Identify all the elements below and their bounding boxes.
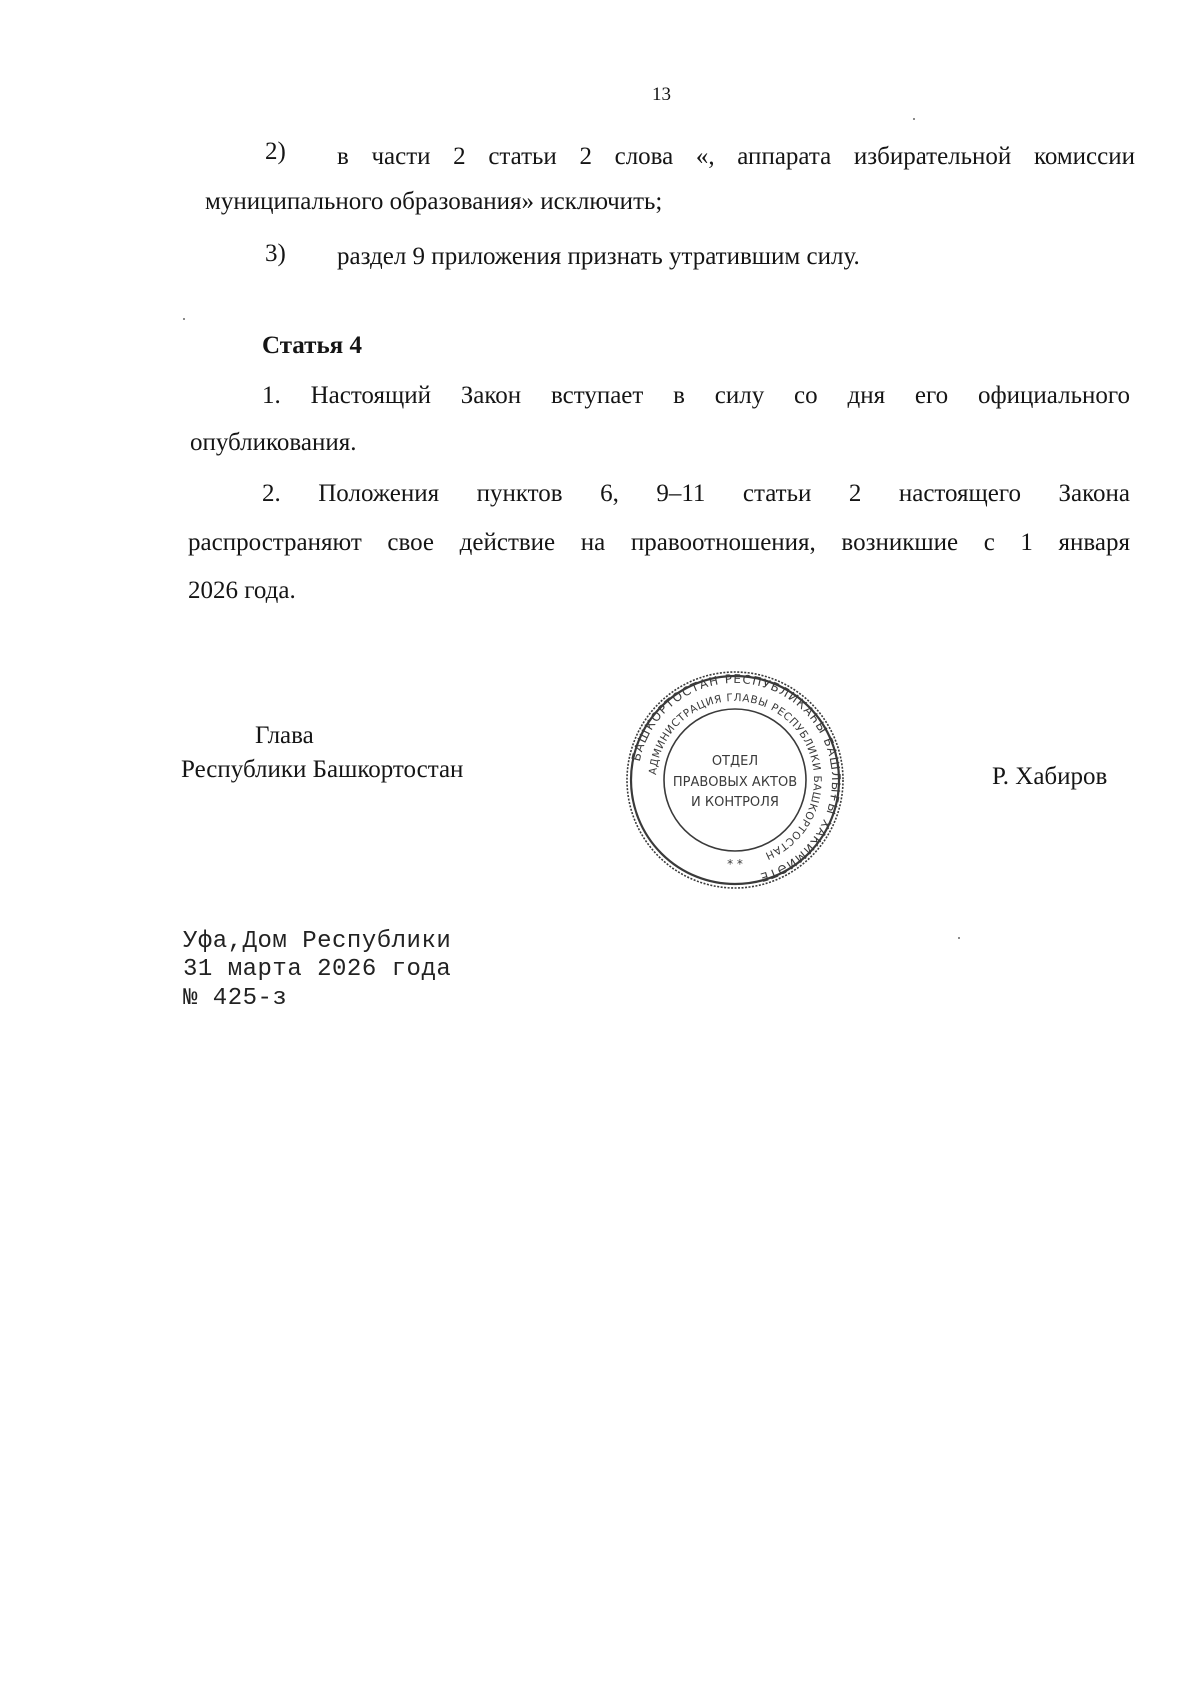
item-text-line: в части 2 статьи 2 слова «, аппарата избирательной комиссии <box>337 143 1135 170</box>
page-number: 13 <box>652 84 671 105</box>
item-number: 2) <box>265 138 286 165</box>
stamp-stars: * * <box>727 857 743 871</box>
item-text-line: муниципального образования» исключить; <box>205 188 663 215</box>
paragraph-line: 2026 года. <box>188 577 296 604</box>
stamp-center-text: ПРАВОВЫХ АКТОВ <box>672 775 798 790</box>
paragraph-line: опубликования. <box>190 429 357 456</box>
item-number: 3) <box>265 240 286 267</box>
signatory-title: Глава <box>255 722 314 749</box>
paragraph-line: 2. Положения пунктов 6, 9–11 статьи 2 настоящего Закона <box>262 480 1130 507</box>
scan-speck <box>958 937 960 939</box>
signatory-title: Республики Башкортостан <box>181 756 464 783</box>
stamp-center-text: И КОНТРОЛЯ <box>691 795 779 810</box>
official-stamp <box>625 670 845 890</box>
signing-date: 31 марта 2026 года <box>183 956 452 983</box>
signing-place: Уфа,Дом Республики <box>183 928 452 955</box>
law-number: № 425-з <box>183 985 288 1012</box>
stamp-inner-ring-text: АДМИНИСТРАЦИЯ ГЛАВЫ РЕСПУБЛИКИ БАШКОРТОСТАН <box>647 691 824 862</box>
stamp-center-text: ОТДЕЛ <box>711 754 759 769</box>
paragraph-line: распространяют свое действие на правоотношения, возникшие с 1 января <box>188 529 1130 556</box>
signatory-name: Р. Хабиров <box>992 763 1108 790</box>
paragraph-line: 1. Настоящий Закон вступает в силу со дня его официального <box>262 382 1130 409</box>
scan-speck <box>913 118 915 120</box>
article-heading: Статья 4 <box>262 332 362 359</box>
stamp-outer-ring-text: БАШКОРТОСТАН РЕСПУБЛИКАҺЫ БАШЛЫҒЫ ХАКИМИӘТЕ <box>628 671 844 885</box>
item-text-line: раздел 9 приложения признать утратившим силу. <box>337 243 860 270</box>
scan-speck <box>183 318 185 320</box>
